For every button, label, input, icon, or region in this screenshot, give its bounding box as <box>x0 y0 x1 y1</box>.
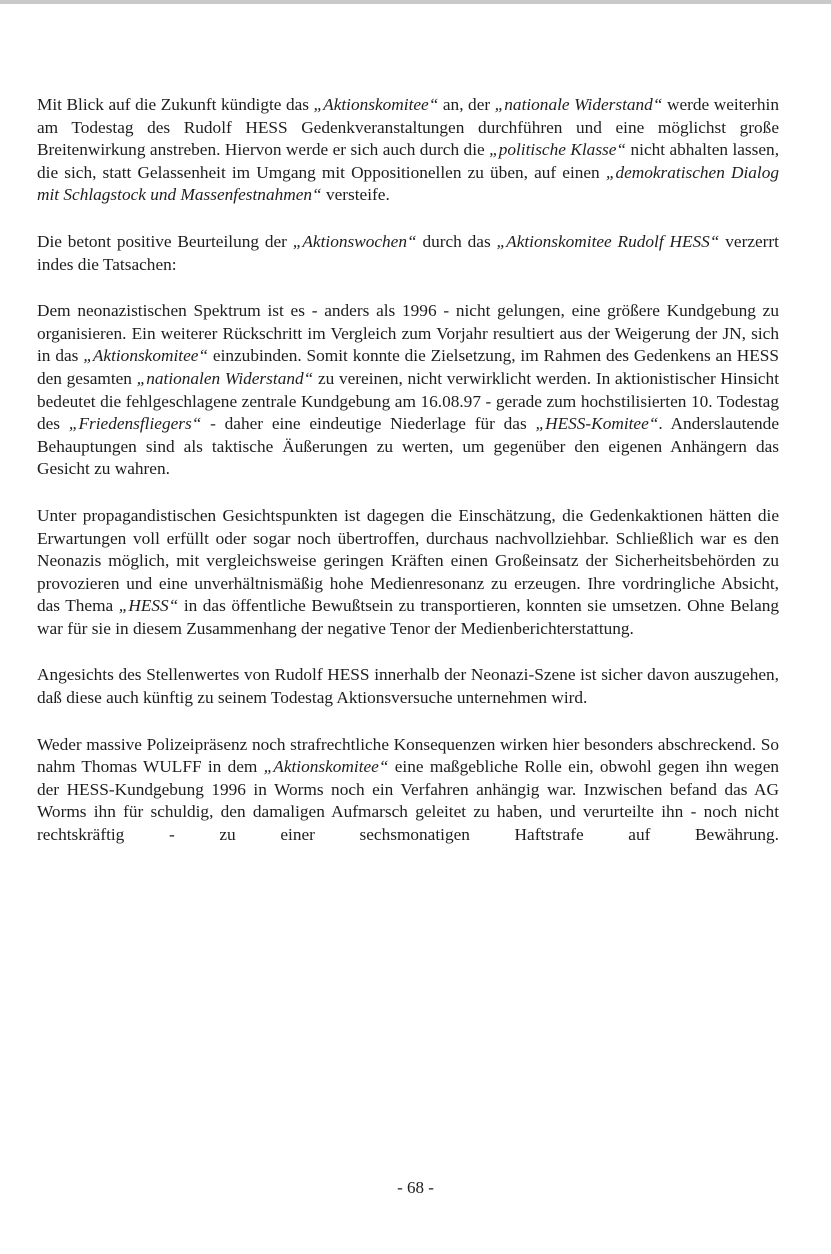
text-run: Mit Blick auf die Zukunft kündigte das <box>37 95 314 114</box>
paragraph-2 <box>37 231 779 276</box>
text-run: Weder massive Polizeipräsenz noch strafrechtliche Konsequenzen wirken hier besonders abschreckend. So nahm Thomas WULFF in dem <box>37 734 779 777</box>
quoted-term: „demokratischen Dialog mit Schlagstock und Massenfestnahmen“ <box>37 162 779 205</box>
quoted-term: „HESS“ <box>118 596 179 616</box>
text-run: . Anderslautende Behauptungen sind als taktische Äußerungen zu werten, um gegenüber den eigenen Anhängern das Gesicht zu wahren. <box>37 414 779 479</box>
quoted-term: „Aktionskomitee Rudolf HESS“ <box>496 231 720 251</box>
text-run: - daher eine eindeutige Niederlage für das <box>201 414 536 434</box>
paragraph-1 <box>37 94 779 207</box>
quoted-term: „nationalen Widerstand“ <box>136 368 314 388</box>
text-run: Angesichts des Stellenwertes von Rudolf HESS innerhalb der Neonazi-Szene ist sicher davon auszugehen, daß diese auch künftig zu seinem Todestag Aktionsversuche unternehmen wird. <box>37 665 779 708</box>
text-run: Dem neonazistischen Spektrum ist es - anders als 1996 - nicht gelungen, eine größere Kundgebung zu organisieren. Ein weiterer Rückschritt im Vergleich zum Vorjahr resultiert aus der Weigerung der JN, sich in das <box>37 301 779 366</box>
quoted-term: „nationale Widerstand“ <box>494 95 663 114</box>
quoted-term: „Aktionskomitee“ <box>313 95 439 114</box>
text-run: Die betont positive Beurteilung der <box>37 231 293 251</box>
text-run: zu vereinen, nicht verwirklicht werden. In aktionistischer Hinsicht bedeutet die fehlgeschlagene zentrale Kundgebung am 16.08.97 - gerade zum hochstilisierten 10. Todestag des <box>37 368 779 434</box>
document-body <box>37 94 779 871</box>
text-run: werde weiterhin am Todestag des Rudolf HESS Gedenkveranstaltungen durchführen und eine möglichst große Breitenwirkung anstreben. Hiervon werde er sich auch durch die <box>37 95 779 160</box>
paragraph-6 <box>37 734 779 847</box>
quoted-term: „Aktionskomitee“ <box>83 346 209 366</box>
text-run: einzubinden. Somit konnte die Zielsetzung, im Rahmen des Gedenkens an HESS den gesamten <box>37 346 779 388</box>
text-run: an, der <box>438 95 495 114</box>
text-run: durch das <box>416 231 497 251</box>
quoted-term: „Friedensfliegers“ <box>68 414 202 434</box>
text-run: in das öffentliche Bewußtsein zu transportieren, konnten sie umsetzen. Ohne Belang war für sie in diesem Zusammenhang der negative Tenor der Medienberichterstattung. <box>37 596 780 638</box>
text-run: verzerrt indes die Tatsachen: <box>37 231 779 274</box>
page-top-border <box>0 0 831 4</box>
quoted-term: „politische Klasse“ <box>489 140 627 160</box>
quoted-term: „Aktionskomitee“ <box>263 757 389 777</box>
text-run: eine maßgebliche Rolle ein, obwohl gegen ihn wegen der HESS-Kundgebung 1996 in Worms noch ein Verfahren anhängig war. Inzwischen befand das AG Worms ihn für schuldig, den damaligen Aufmarsch geleitet zu haben, und verurteilte ihn - noch nicht rechtskräftig - zu einer sechsmonatigen Haftstrafe auf Bewährung. <box>37 757 779 845</box>
paragraph-5 <box>37 664 779 709</box>
paragraph-4 <box>37 505 779 641</box>
quoted-term: „Aktionswochen“ <box>292 231 417 251</box>
text-run: versteife. <box>321 185 390 205</box>
text-run: Unter propagandistischen Gesichtspunkten ist dagegen die Einschätzung, die Gedenkaktionen hätten die Erwartungen voll erfüllt oder sogar noch übertroffen, durchaus nachvollziehbar. Schließlich war es den Neonazis möglich, mit vergleichsweise geringen Kräften einen Großeinsatz der Sicherheitsbehörden zu provozieren und eine unverhältnismäßig hohe Medienresonanz zu erzeugen. Ihre vordringliche Absicht, das Thema <box>37 505 779 616</box>
page-number: - 68 - <box>397 1178 434 1197</box>
quoted-term: „HESS-Komitee“ <box>535 414 659 434</box>
paragraph-3 <box>37 300 779 481</box>
text-run: nicht abhalten lassen, die sich, statt Gelassenheit im Umgang mit Oppositionellen zu üben, auf einen <box>37 140 780 182</box>
